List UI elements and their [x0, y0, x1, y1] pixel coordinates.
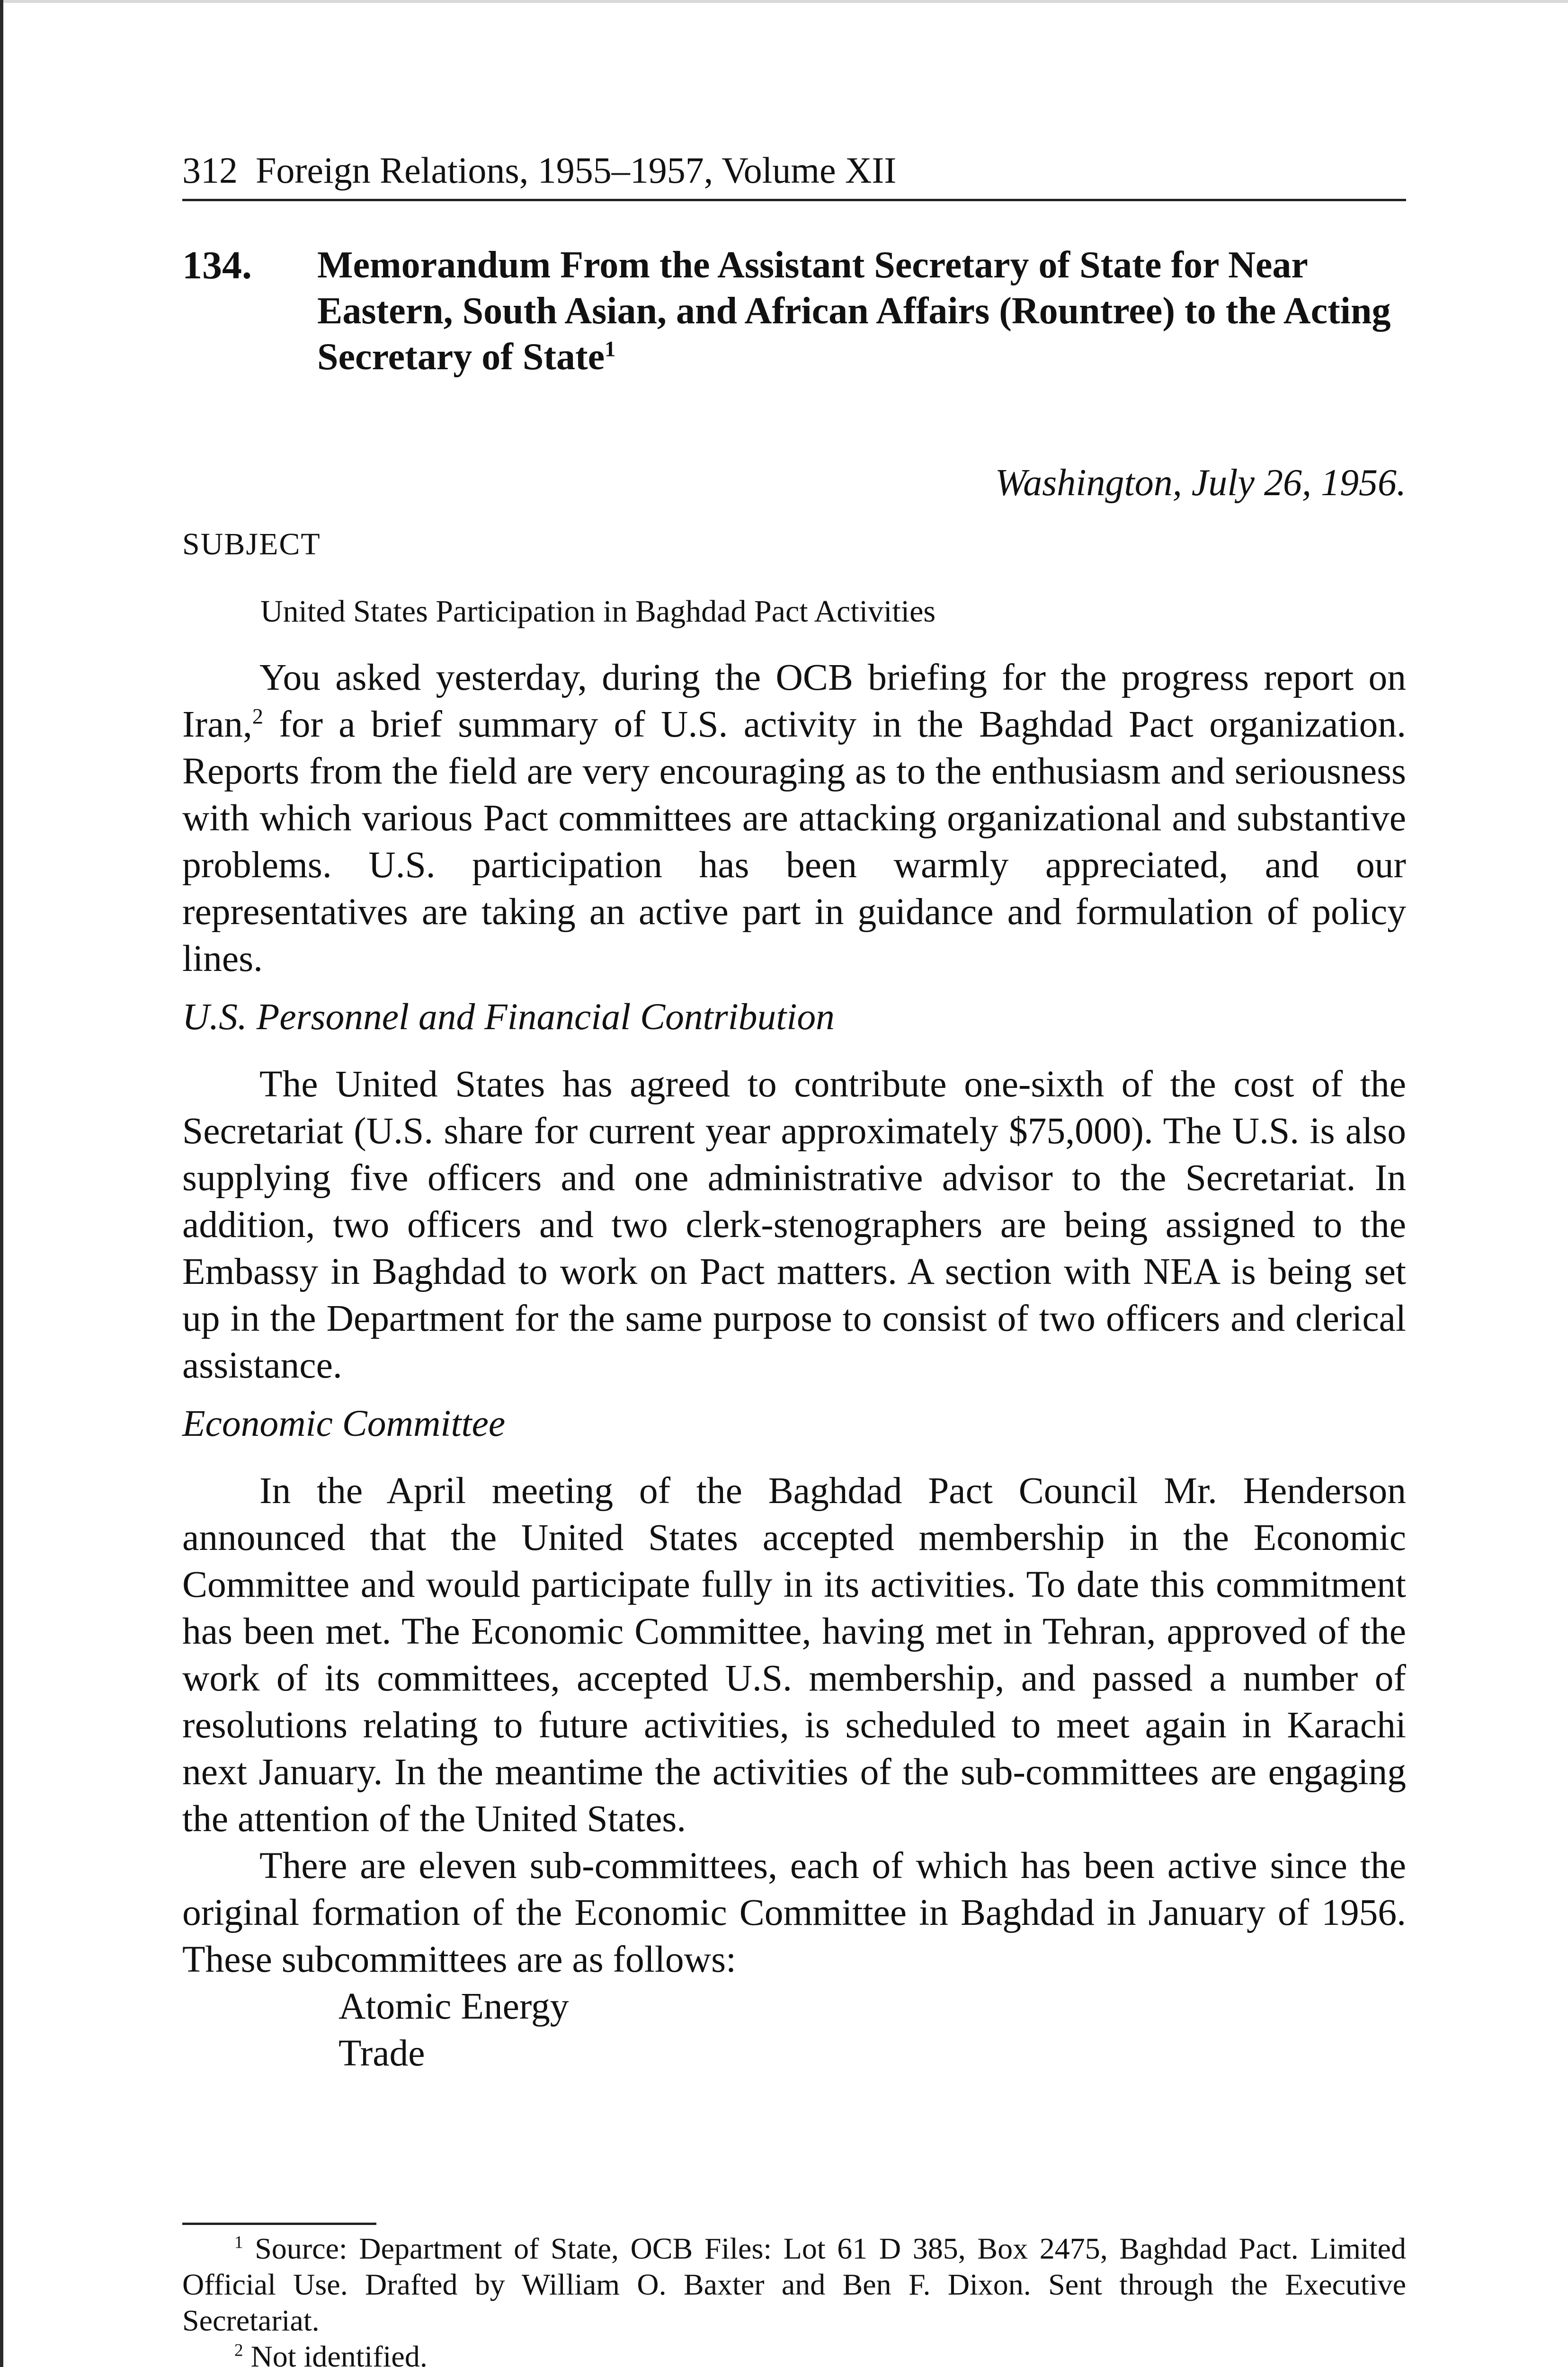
list-item: Atomic Energy: [339, 1985, 569, 2027]
running-head: [182, 142, 1406, 201]
footnote-divider: [182, 2223, 376, 2225]
section-heading-economic: Economic Committee: [182, 1403, 506, 1444]
list-item: Trade: [339, 2032, 425, 2074]
subject-label: SUBJECT: [182, 527, 321, 561]
paragraph-personnel: The United States has agreed to contribute one-sixth of the cost of the Secretariat (U.S. share for current year approximately $75,000). The U.S. is also supplying five officers and one administrative advisor to the Secretariat. In addition, two officers and two clerk-stenographers are being assigned to the Embassy in Baghdad to work on Pact matters. A section with NEA is being set up in the Department for the same purpose to consist of two officers and clerical assistance.: [182, 1063, 1406, 1386]
paragraph-subcommittees: There are eleven sub-committees, each of which has been active since the original formation of the Economic Committee in Baghdad in January of 1956. These subcommittees are as follows:: [182, 1845, 1406, 1980]
document-number: 134.: [182, 243, 252, 287]
document-page: [182, 0, 1406, 2367]
footnote-1: [182, 2231, 1406, 2339]
footnote-1-marker: 1: [234, 2233, 243, 2252]
scan-left-edge: [0, 0, 3, 2367]
document-body: [182, 654, 1406, 2077]
paragraph-intro-rest: for a brief summary of U.S. activity in the Baghdad Pact organization. Reports from the field are very encouraging as to the enthusiasm and seriousness with which various Pact committees are attacking organizational and substantive problems. U.S. participation has been warmly appreciated, and our representatives are taking an active part in guidance and formulation of policy lines.: [182, 703, 1406, 979]
footnote-1-text: Source: Department of State, OCB Files: Lot 61 D 385, Box 2475, Baghdad Pact. Limited Official Use. Drafted by William O. Baxter and Ben F. Dixon. Sent through the Executive Secretariat.: [182, 2232, 1406, 2337]
subcommittee-list: [182, 1983, 1406, 2077]
dateline: Washington, July 26, 1956.: [995, 462, 1406, 504]
paragraph-intro-start: You asked yesterday, during the OCB briefing for the progress report on Iran,: [182, 657, 1406, 745]
footnotes: [182, 2231, 1406, 2367]
paragraph-intro: [182, 654, 1406, 982]
document-title: [317, 242, 1406, 380]
paragraph-economic: In the April meeting of the Baghdad Pact Council Mr. Henderson announced that the United States accepted membership in the Economic Committee and would participate fully in its activities. To date this commitment has been met. The Economic Committee, having met in Tehran, approved of the work of its committees, accepted U.S. membership, and passed a number of resolutions relating to future activities, is scheduled to meet again in Karachi next January. In the meantime the activities of the sub-committees are engaging the attention of the United States.: [182, 1470, 1406, 1840]
page-number: 312: [182, 150, 238, 191]
footnote-ref-2: 2: [252, 704, 263, 729]
document-title-text: Memorandum From the Assistant Secretary of State for Near Eastern, South Asian, and African Affairs (Rountree) to the Acting Secretary of State: [317, 244, 1391, 378]
footnote-2: [182, 2339, 1406, 2367]
footnote-ref-1: 1: [605, 337, 616, 362]
subject-text: United States Participation in Baghdad Pact Activities: [260, 594, 936, 629]
footnote-2-text: Not identified.: [243, 2340, 428, 2367]
footnote-2-marker: 2: [234, 2340, 243, 2360]
series-title: Foreign Relations, 1955–1957, Volume XII: [256, 150, 897, 191]
section-heading-personnel: U.S. Personnel and Financial Contribution: [182, 996, 835, 1038]
